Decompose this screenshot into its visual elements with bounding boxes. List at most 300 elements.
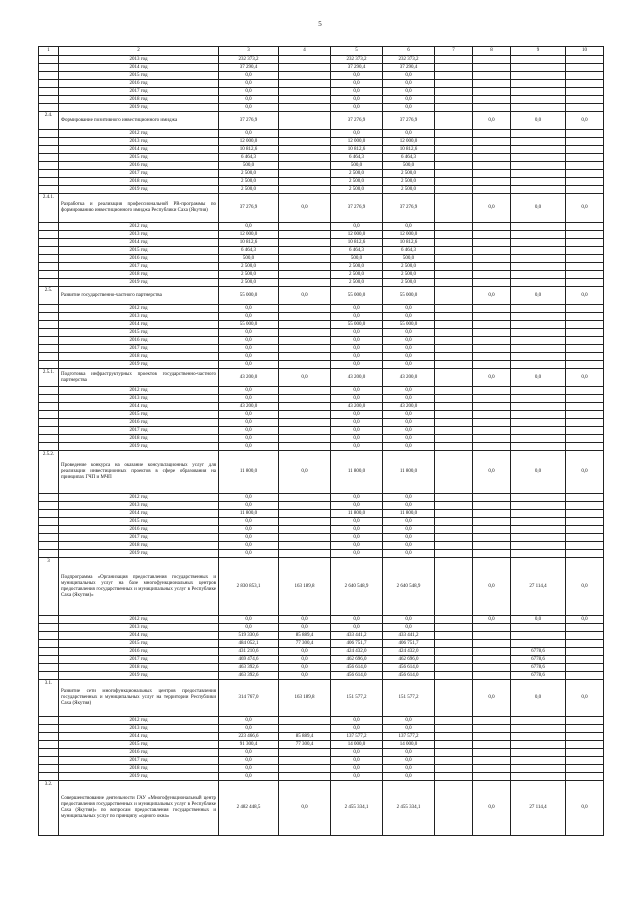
year-row <box>39 741 604 749</box>
year-label: 2013 год <box>59 138 219 146</box>
year-row <box>39 146 604 154</box>
amount-cell <box>511 534 566 542</box>
amount-cell: 0,0 <box>383 395 435 403</box>
amount-cell <box>39 534 59 542</box>
year-label: 2016 год <box>59 162 219 170</box>
amount-cell <box>511 96 566 104</box>
amount-cell <box>39 717 59 725</box>
year-label: 2014 год <box>59 733 219 741</box>
year-row <box>39 616 604 624</box>
amount-cell <box>473 632 511 640</box>
amount-cell <box>39 542 59 550</box>
amount-cell <box>279 534 331 542</box>
amount-cell: 232 373,2 <box>219 56 279 64</box>
amount-cell <box>435 395 473 403</box>
amount-cell: 0,0 <box>279 451 331 494</box>
amount-cell: 0,0 <box>219 435 279 443</box>
amount-cell: 0,0 <box>219 419 279 427</box>
year-label: 2018 год <box>59 178 219 186</box>
amount-cell <box>566 231 604 239</box>
column-header: 5 <box>331 47 383 56</box>
amount-cell <box>511 717 566 725</box>
amount-cell <box>566 534 604 542</box>
item-description: Развитие сети многофункциональных центров предоставления государственных и муниципальных услуг на территории Республики Саха (Якутия) <box>59 680 219 717</box>
amount-cell <box>511 757 566 765</box>
amount-cell <box>279 162 331 170</box>
year-label: 2016 год <box>59 749 219 757</box>
year-row <box>39 271 604 279</box>
amount-cell: 55 000,0 <box>219 321 279 329</box>
amount-cell <box>39 321 59 329</box>
amount-cell: 0,0 <box>219 345 279 353</box>
amount-cell: 11 800,0 <box>383 510 435 518</box>
amount-cell <box>511 542 566 550</box>
year-row <box>39 162 604 170</box>
amount-cell <box>279 279 331 287</box>
amount-cell <box>511 387 566 395</box>
year-label: 2018 год <box>59 664 219 672</box>
amount-cell <box>511 146 566 154</box>
year-row <box>39 672 604 680</box>
amount-cell: 2 500,0 <box>219 271 279 279</box>
amount-cell: 0,0 <box>383 427 435 435</box>
amount-cell <box>39 72 59 80</box>
amount-cell <box>511 353 566 361</box>
amount-cell <box>279 80 331 88</box>
column-header: 2 <box>59 47 219 56</box>
amount-cell: 10 812,6 <box>219 239 279 247</box>
amount-cell <box>511 443 566 451</box>
amount-cell <box>435 427 473 435</box>
amount-cell: 0,0 <box>383 534 435 542</box>
year-row <box>39 403 604 411</box>
amount-cell <box>473 435 511 443</box>
year-row <box>39 170 604 178</box>
amount-cell <box>435 112 473 130</box>
amount-cell <box>39 345 59 353</box>
amount-cell: 0,0 <box>383 72 435 80</box>
amount-cell: 151 577,2 <box>383 680 435 717</box>
amount-cell <box>279 361 331 369</box>
amount-cell: 11 800,0 <box>219 510 279 518</box>
amount-cell: 0,0 <box>279 781 331 836</box>
amount-cell <box>473 725 511 733</box>
amount-cell <box>566 239 604 247</box>
year-label: 2015 год <box>59 329 219 337</box>
year-row <box>39 56 604 64</box>
amount-cell: 0,0 <box>219 757 279 765</box>
amount-cell: 0,0 <box>279 369 331 387</box>
amount-cell <box>435 749 473 757</box>
amount-cell <box>435 337 473 345</box>
amount-cell <box>473 656 511 664</box>
amount-cell: 14 000,0 <box>383 741 435 749</box>
amount-cell <box>39 550 59 558</box>
amount-cell: 10 812,6 <box>383 146 435 154</box>
year-label: 2015 год <box>59 154 219 162</box>
amount-cell: 0,0 <box>331 361 383 369</box>
amount-cell: 0,0 <box>383 502 435 510</box>
amount-cell <box>473 255 511 263</box>
year-row <box>39 632 604 640</box>
amount-cell: 0,0 <box>279 672 331 680</box>
year-label: 2015 год <box>59 247 219 255</box>
amount-cell <box>511 130 566 138</box>
amount-cell <box>279 725 331 733</box>
amount-cell <box>39 353 59 361</box>
amount-cell: 11 800,0 <box>383 451 435 494</box>
amount-cell <box>435 80 473 88</box>
amount-cell: 0,0 <box>331 757 383 765</box>
amount-cell <box>473 773 511 781</box>
year-label: 2013 год <box>59 231 219 239</box>
amount-cell: 43 200,0 <box>219 403 279 411</box>
amount-cell: 0,0 <box>219 518 279 526</box>
year-row <box>39 550 604 558</box>
year-row <box>39 526 604 534</box>
amount-cell <box>39 632 59 640</box>
year-label: 2014 год <box>59 146 219 154</box>
amount-cell <box>566 223 604 231</box>
amount-cell <box>279 130 331 138</box>
amount-cell <box>39 443 59 451</box>
amount-cell: 0,0 <box>219 526 279 534</box>
amount-cell <box>39 56 59 64</box>
amount-cell <box>566 361 604 369</box>
amount-cell <box>566 305 604 313</box>
amount-cell: 0,0 <box>383 130 435 138</box>
year-label: 2014 год <box>59 239 219 247</box>
amount-cell: 314 767,0 <box>219 680 279 717</box>
year-row <box>39 387 604 395</box>
amount-cell <box>566 387 604 395</box>
amount-cell <box>566 263 604 271</box>
amount-cell <box>435 672 473 680</box>
year-label: 2014 год <box>59 632 219 640</box>
amount-cell: 2 500,0 <box>219 186 279 194</box>
amount-cell <box>473 239 511 247</box>
column-header: 3 <box>219 47 279 56</box>
amount-cell <box>435 154 473 162</box>
amount-cell <box>566 403 604 411</box>
amount-cell: 0,0 <box>219 104 279 112</box>
year-label: 2013 год <box>59 725 219 733</box>
amount-cell: 0,0 <box>331 223 383 231</box>
amount-cell: 0,0 <box>383 337 435 345</box>
amount-cell: 0,0 <box>219 387 279 395</box>
amount-cell <box>566 741 604 749</box>
column-header: 9 <box>511 47 566 56</box>
amount-cell <box>279 518 331 526</box>
amount-cell <box>511 403 566 411</box>
year-label: 2015 год <box>59 640 219 648</box>
amount-cell: 0,0 <box>331 337 383 345</box>
year-label: 2014 год <box>59 321 219 329</box>
amount-cell <box>435 435 473 443</box>
amount-cell: 0,0 <box>511 616 566 624</box>
page-number: 5 <box>318 20 322 28</box>
amount-cell: 12 000,0 <box>331 231 383 239</box>
amount-cell: 0,0 <box>331 494 383 502</box>
amount-cell <box>511 72 566 80</box>
amount-cell: 0,0 <box>331 542 383 550</box>
amount-cell <box>435 146 473 154</box>
amount-cell <box>279 170 331 178</box>
amount-cell <box>435 72 473 80</box>
column-header-row <box>39 47 604 56</box>
year-row <box>39 231 604 239</box>
amount-cell: 223 466,6 <box>219 733 279 741</box>
amount-cell: 0,0 <box>383 96 435 104</box>
amount-cell <box>39 494 59 502</box>
amount-cell <box>279 56 331 64</box>
amount-cell: 0,0 <box>473 112 511 130</box>
amount-cell: 37 276,9 <box>331 112 383 130</box>
amount-cell: 0,0 <box>473 451 511 494</box>
amount-cell <box>511 223 566 231</box>
amount-cell <box>279 305 331 313</box>
amount-cell <box>39 510 59 518</box>
amount-cell <box>39 733 59 741</box>
item-row <box>39 451 604 494</box>
item-description: Подпрограмма «Организация предоставления государственных и муниципальных услуг на базе многофункциональных центров предоставления государственных и муниципальных услуг в Республике Саха (Якутия)» <box>59 558 219 616</box>
item-description: Формирование позитивного инвестиционного имиджа <box>59 112 219 130</box>
amount-cell <box>473 757 511 765</box>
amount-cell: 2 500,0 <box>331 178 383 186</box>
year-row <box>39 178 604 186</box>
amount-cell <box>39 749 59 757</box>
amount-cell <box>435 550 473 558</box>
year-label: 2017 год <box>59 656 219 664</box>
amount-cell: 0,0 <box>566 112 604 130</box>
amount-cell: 462 696,0 <box>331 656 383 664</box>
amount-cell <box>435 419 473 427</box>
amount-cell <box>566 271 604 279</box>
amount-cell: 37 276,9 <box>383 194 435 223</box>
amount-cell: 0,0 <box>383 725 435 733</box>
amount-cell <box>511 337 566 345</box>
amount-cell <box>279 550 331 558</box>
amount-cell <box>473 648 511 656</box>
amount-cell: 0,0 <box>383 361 435 369</box>
amount-cell <box>279 64 331 72</box>
amount-cell: 14 000,0 <box>331 741 383 749</box>
amount-cell: 0,0 <box>383 757 435 765</box>
amount-cell <box>473 640 511 648</box>
amount-cell <box>279 337 331 345</box>
year-row <box>39 510 604 518</box>
year-label: 2017 год <box>59 345 219 353</box>
amount-cell: 0,0 <box>331 773 383 781</box>
amount-cell <box>279 510 331 518</box>
amount-cell <box>435 733 473 741</box>
amount-cell <box>511 632 566 640</box>
amount-cell <box>473 518 511 526</box>
amount-cell <box>279 419 331 427</box>
amount-cell <box>511 64 566 72</box>
amount-cell <box>279 765 331 773</box>
amount-cell <box>566 664 604 672</box>
year-label: 2012 год <box>59 305 219 313</box>
amount-cell <box>566 247 604 255</box>
item-row <box>39 781 604 836</box>
year-label: 2015 год <box>59 72 219 80</box>
amount-cell: 11 800,0 <box>219 451 279 494</box>
amount-cell: 0,0 <box>219 353 279 361</box>
amount-cell <box>473 178 511 186</box>
amount-cell <box>511 749 566 757</box>
amount-cell <box>473 337 511 345</box>
amount-cell <box>279 403 331 411</box>
amount-cell <box>435 186 473 194</box>
amount-cell: 0,0 <box>219 72 279 80</box>
amount-cell: 0,0 <box>331 329 383 337</box>
amount-cell <box>435 369 473 387</box>
amount-cell: 0,0 <box>566 287 604 305</box>
amount-cell: 6 464,3 <box>331 247 383 255</box>
year-label: 2019 год <box>59 361 219 369</box>
amount-cell <box>435 765 473 773</box>
item-description: Совершенствование деятельности ГАУ «Многофункциональный центр предоставления государственных и муниципальных услуг в Республике Саха (Якутия)» по вопросам предоставления государственных и муниципальных услуг по принципу «одного окна» <box>59 781 219 836</box>
amount-cell: 406 751,7 <box>331 640 383 648</box>
amount-cell: 456 614,0 <box>383 672 435 680</box>
amount-cell <box>566 146 604 154</box>
amount-cell: 43 200,0 <box>383 369 435 387</box>
amount-cell: 0,0 <box>383 443 435 451</box>
amount-cell <box>279 427 331 435</box>
amount-cell <box>566 345 604 353</box>
amount-cell <box>511 255 566 263</box>
amount-cell <box>435 502 473 510</box>
amount-cell: 0,0 <box>383 765 435 773</box>
amount-cell: 0,0 <box>219 502 279 510</box>
year-row <box>39 534 604 542</box>
amount-cell <box>511 178 566 186</box>
amount-cell <box>279 239 331 247</box>
amount-cell <box>566 154 604 162</box>
amount-cell <box>39 255 59 263</box>
amount-cell <box>473 130 511 138</box>
amount-cell: 0,0 <box>331 72 383 80</box>
amount-cell: 0,0 <box>566 558 604 616</box>
amount-cell <box>39 757 59 765</box>
year-row <box>39 305 604 313</box>
year-row <box>39 255 604 263</box>
amount-cell <box>435 510 473 518</box>
amount-cell: 0,0 <box>383 435 435 443</box>
amount-cell: 500,0 <box>383 255 435 263</box>
amount-cell <box>511 80 566 88</box>
amount-cell <box>566 419 604 427</box>
amount-cell: 2 455 334,1 <box>383 781 435 836</box>
amount-cell <box>473 162 511 170</box>
amount-cell <box>39 162 59 170</box>
amount-cell <box>279 387 331 395</box>
amount-cell <box>279 773 331 781</box>
year-row <box>39 345 604 353</box>
amount-cell: 0,0 <box>331 104 383 112</box>
column-header: 4 <box>279 47 331 56</box>
amount-cell: 0,0 <box>219 411 279 419</box>
amount-cell <box>566 494 604 502</box>
amount-cell <box>473 502 511 510</box>
amount-cell: 6 464,3 <box>219 247 279 255</box>
amount-cell <box>566 104 604 112</box>
amount-cell: 0,0 <box>511 194 566 223</box>
amount-cell <box>39 502 59 510</box>
amount-cell <box>279 443 331 451</box>
year-label: 2019 год <box>59 104 219 112</box>
amount-cell: 0,0 <box>473 781 511 836</box>
amount-cell: 0,0 <box>383 494 435 502</box>
amount-cell <box>473 534 511 542</box>
year-label: 2019 год <box>59 672 219 680</box>
amount-cell <box>39 648 59 656</box>
amount-cell <box>473 526 511 534</box>
amount-cell <box>435 88 473 96</box>
amount-cell: 11 800,0 <box>331 510 383 518</box>
year-row <box>39 80 604 88</box>
amount-cell <box>566 56 604 64</box>
amount-cell <box>473 154 511 162</box>
amount-cell <box>473 64 511 72</box>
amount-cell <box>566 648 604 656</box>
amount-cell: 462 696,0 <box>383 656 435 664</box>
amount-cell <box>473 247 511 255</box>
amount-cell <box>435 305 473 313</box>
amount-cell: 55 000,0 <box>219 287 279 305</box>
year-label: 2016 год <box>59 419 219 427</box>
amount-cell: 0,0 <box>331 80 383 88</box>
amount-cell: 0,0 <box>383 717 435 725</box>
amount-cell: 0,0 <box>219 427 279 435</box>
year-label: 2018 год <box>59 96 219 104</box>
amount-cell: 0,0 <box>383 223 435 231</box>
item-row <box>39 369 604 387</box>
amount-cell: 0,0 <box>383 773 435 781</box>
amount-cell: 0,0 <box>566 194 604 223</box>
amount-cell <box>511 435 566 443</box>
year-row <box>39 247 604 255</box>
year-label: 2017 год <box>59 534 219 542</box>
amount-cell <box>511 640 566 648</box>
amount-cell <box>435 451 473 494</box>
amount-cell: 137 577,2 <box>331 733 383 741</box>
amount-cell <box>279 96 331 104</box>
amount-cell <box>566 64 604 72</box>
amount-cell <box>511 88 566 96</box>
column-header: 7 <box>435 47 473 56</box>
amount-cell <box>435 781 473 836</box>
amount-cell: 0,0 <box>279 616 331 624</box>
amount-cell <box>473 411 511 419</box>
amount-cell: 0,0 <box>331 749 383 757</box>
amount-cell <box>435 411 473 419</box>
amount-cell: 0,0 <box>331 305 383 313</box>
amount-cell <box>566 550 604 558</box>
amount-cell <box>473 138 511 146</box>
amount-cell: 77 300,4 <box>279 741 331 749</box>
amount-cell: 0,0 <box>566 781 604 836</box>
amount-cell: 0,0 <box>473 558 511 616</box>
amount-cell: 500,0 <box>219 162 279 170</box>
amount-cell <box>566 313 604 321</box>
amount-cell <box>473 395 511 403</box>
amount-cell <box>473 765 511 773</box>
item-description: Подготовка инфраструктурных проектов государственно-частного партнерства <box>59 369 219 387</box>
year-row <box>39 624 604 632</box>
amount-cell <box>566 526 604 534</box>
